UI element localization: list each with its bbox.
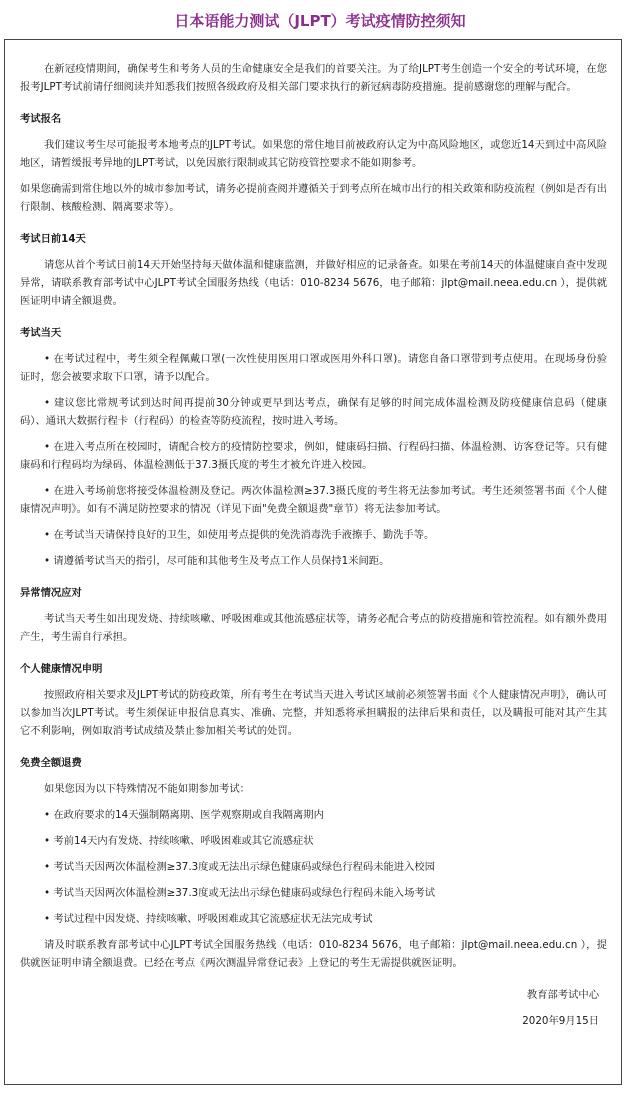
refund-bullet-2: • 考前14天内有发烧、持续咳嗽、呼吸困难或其它流感症状 <box>44 835 314 847</box>
exam-day-bullet-2: • 建议您比常规考试到达时间再提前30分钟或更早到达考点，确保有足够的时间完成体温检测及防疫健康信息码（健康码）、通讯大数据行程卡（行程码）的检查等防疫流程，按时进入考场。 <box>20 397 607 427</box>
notice-frame <box>4 39 622 1085</box>
refund-bullet-3: • 考试当天因两次体温检测≥37.3度或无法出示绿色健康码或绿色行程码未能进入校园 <box>44 861 435 873</box>
exam-day-bullet-5: • 在考试当天请保持良好的卫生，如使用考点提供的免洗消毒洗手液擦手、勤洗手等。 <box>44 529 435 541</box>
exam-day-bullet-1: • 在考试过程中，考生须全程佩戴口罩(一次性使用医用口罩或医用外科口罩)。请您自备口罩带到考点使用。在现场身份验证时，您会被要求取下口罩，请予以配合。 <box>20 353 607 383</box>
section-heading-refund: 免费全额退费 <box>20 757 82 769</box>
signature-org: 教育部考试中心 <box>526 989 599 1001</box>
exam-day-bullet-6: • 请遵循考试当天的指引，尽可能和其他考生及考点工作人员保持1米间距。 <box>44 555 390 567</box>
declaration-paragraph: 按照政府相关要求及JLPT考试的防疫政策，所有考生在考试当天进入考试区域前必须签署书面《个人健康情况声明》，确认可以参加当次JLPT考试。考生须保证申报信息真实、准确、完整，并知悉将承担瞒报的法律后果和责任，以及瞒报可能对其产生其它不利影响，例如取消考试成绩及禁止参加相关考试的处罚。 <box>20 689 607 737</box>
refund-intro: 如果您因为以下特殊情况不能如期参加考试： <box>44 783 250 795</box>
section-heading-exam-day: 考试当天 <box>20 327 62 339</box>
exam-day-bullet-4: • 在进入考场前您将接受体温检测及登记。两次体温检测≥37.3摄氏度的考生将无法参加考试。考生还须签署书面《个人健康情况声明》。如有不满足防控要求的情况（详见下面"免费全额退费"章节）将无法参加考试。 <box>20 485 607 515</box>
section-heading-abnormal: 异常情况应对 <box>20 587 82 599</box>
before-exam-paragraph: 请您从首个考试日前14天开始坚持每天做体温和健康监测，并做好相应的记录备查。如果在考前14天的体温健康自查中发现异常，请联系教育部考试中心JLPT考试全国服务热线（电话：010-8234 5676，电子邮箱：jlpt@mail.neea.edu.cn ），提供就医证明申请全额退费。 <box>20 259 607 307</box>
refund-bullet-4: • 考试当天因两次体温检测≥37.3度或无法出示绿色健康码或绿色行程码未能入场考试 <box>44 887 435 899</box>
refund-contact-paragraph: 请及时联系教育部考试中心JLPT考试全国服务热线（电话：010-8234 5676，电子邮箱：jlpt@mail.neea.edu.cn ），提供就医证明申请全额退费。已经在考点《两次测温异常登记表》上登记的考生无需提供就医证明。 <box>20 939 607 969</box>
refund-bullet-1: • 在政府要求的14天强制隔离期、医学观察期或自我隔离期内 <box>44 809 324 821</box>
section-heading-declaration: 个人健康情况申明 <box>20 663 103 675</box>
registration-paragraph-2: 如果您确需到常住地以外的城市参加考试，请务必提前查阅并遵循关于到考点所在城市出行的相关政策和防疫流程（例如是否有出行限制、核酸检测、隔离要求等）。 <box>20 183 607 213</box>
signature-date: 2020年9月15日 <box>522 1015 599 1027</box>
section-heading-before-exam: 考试日前14天 <box>20 233 86 245</box>
exam-day-bullet-3: • 在进入考点所在校园时，请配合校方的疫情防控要求，例如，健康码扫描、行程码扫描、体温检测、访客登记等。只有健康码和行程码均为绿码、体温检测低于37.3摄氏度的考生才被允许进入校园。 <box>20 441 607 471</box>
section-heading-registration: 考试报名 <box>20 113 62 125</box>
registration-paragraph-1: 我们建议考生尽可能报考本地考点的JLPT考试。如果您的常住地目前被政府认定为中高风险地区，或您近14天到过中高风险地区，请暂缓报考异地的JLPT考试，以免因旅行限制或其它防疫管控要求不能如期参考。 <box>20 139 607 169</box>
abnormal-paragraph: 考试当天考生如出现发烧、持续咳嗽、呼吸困难或其他流感症状等，请务必配合考点的防疫措施和管控流程。如有额外费用产生，考生需自行承担。 <box>20 613 607 643</box>
intro-paragraph: 在新冠疫情期间，确保考生和考务人员的生命健康安全是我们的首要关注。为了给JLPT考生创造一个安全的考试环境，在您报考JLPT考试前请仔细阅读并知悉我们按照各级政府及相关部门要求执行的新冠病毒防疫措施。提前感谢您的理解与配合。 <box>20 63 607 93</box>
page-title: 日本语能力测试（JLPT）考试疫情防控须知 <box>174 12 466 30</box>
refund-bullet-5: • 考试过程中因发烧、持续咳嗽、呼吸困难或其它流感症状无法完成考试 <box>44 913 373 925</box>
